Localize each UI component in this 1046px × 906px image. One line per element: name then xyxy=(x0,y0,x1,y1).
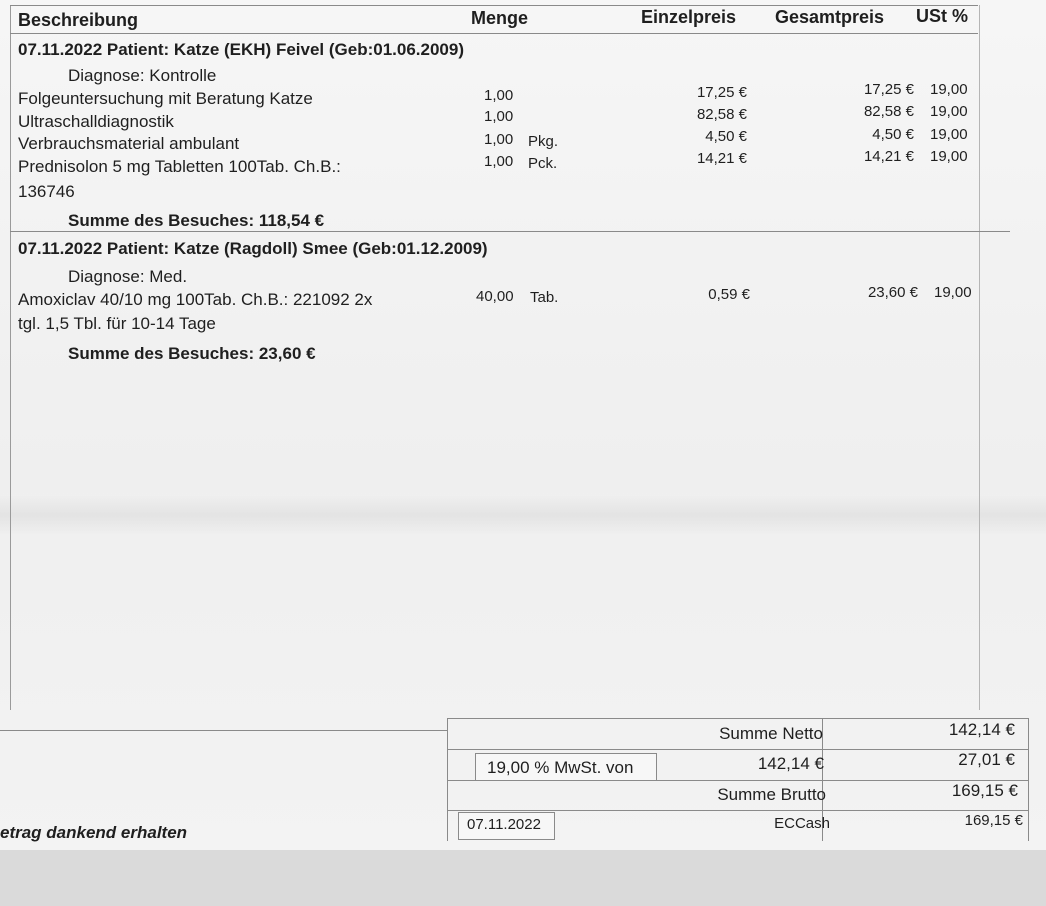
item-quantity: 1,00 xyxy=(484,108,514,125)
item-total-price: 23,60 € xyxy=(867,284,918,301)
item-unit-price: 14,21 € xyxy=(696,150,747,167)
item-ust: 19,00 xyxy=(930,81,968,98)
visit-sum: Summe des Besuches: 118,54 € xyxy=(68,211,325,230)
visit-diagnose: Diagnose: Kontrolle xyxy=(68,66,217,85)
item-quantity: 1,00 xyxy=(484,131,514,148)
visit-divider xyxy=(10,231,1010,232)
col-header-beschreibung: Beschreibung xyxy=(18,10,139,30)
mwst-label: 19,00 % MwSt. von xyxy=(487,758,634,777)
item-quantity: 40,00 xyxy=(476,288,514,305)
mwst-value: 27,01 € xyxy=(958,750,1015,769)
item-unit: Tab. xyxy=(530,289,559,306)
col-header-ust: USt % xyxy=(916,6,969,26)
background-surface xyxy=(0,850,1046,906)
payment-method-label: ECCash xyxy=(774,815,830,832)
item-description-cont: 136746 xyxy=(18,182,75,201)
item-ust: 19,00 xyxy=(934,284,972,301)
item-unit-price: 0,59 € xyxy=(708,286,750,303)
col-header-einzelpreis: Einzelpreis xyxy=(641,7,737,27)
visit-title: 07.11.2022 Patient: Katze (EKH) Feivel (Geb:01.06.2009) xyxy=(18,40,464,59)
item-description: Amoxiclav 40/10 mg 100Tab. Ch.B.: 221092 2x xyxy=(18,290,373,309)
mwst-base-value: 142,14 € xyxy=(757,754,824,773)
footer-left-border xyxy=(0,730,447,731)
item-quantity: 1,00 xyxy=(484,87,514,104)
item-ust: 19,00 xyxy=(930,103,968,120)
visit-sum: Summe des Besuches: 23,60 € xyxy=(68,344,316,363)
item-description: Verbrauchsmaterial ambulant xyxy=(18,134,240,153)
summe-brutto-value: 169,15 € xyxy=(951,781,1018,800)
col-header-menge: Menge xyxy=(471,8,529,28)
item-description: Ultraschalldiagnostik xyxy=(18,112,174,131)
item-unit-price: 17,25 € xyxy=(696,84,747,101)
table-top-border xyxy=(10,5,978,6)
item-unit: Pck. xyxy=(528,155,558,172)
payment-date: 07.11.2022 xyxy=(467,816,541,833)
item-unit-price: 4,50 € xyxy=(705,128,747,145)
received-note: etrag dankend erhalten xyxy=(0,823,188,842)
item-unit-price: 82,58 € xyxy=(696,106,747,123)
item-quantity: 1,00 xyxy=(484,153,514,170)
item-description: Prednisolon 5 mg Tabletten 100Tab. Ch.B.: xyxy=(18,157,341,176)
summe-netto-label: Summe Netto xyxy=(719,724,823,743)
item-ust: 19,00 xyxy=(930,126,968,143)
item-unit: Pkg. xyxy=(528,133,559,150)
visit-title: 07.11.2022 Patient: Katze (Ragdoll) Smee (Geb:01.12.2009) xyxy=(18,239,488,258)
item-ust: 19,00 xyxy=(930,148,968,165)
item-total-price: 14,21 € xyxy=(863,148,914,165)
visit-diagnose: Diagnose: Med. xyxy=(68,267,188,286)
summe-brutto-label: Summe Brutto xyxy=(717,785,826,804)
item-total-price: 17,25 € xyxy=(863,81,914,98)
col-header-gesamtpreis: Gesamtpreis xyxy=(775,7,885,27)
summe-netto-value: 142,14 € xyxy=(948,720,1015,739)
header-divider xyxy=(10,33,978,34)
payment-value: 169,15 € xyxy=(964,812,1023,829)
item-description: Folgeuntersuchung mit Beratung Katze xyxy=(18,89,313,108)
item-total-price: 82,58 € xyxy=(863,103,914,120)
item-total-price: 4,50 € xyxy=(872,126,914,143)
item-description-cont: tgl. 1,5 Tbl. für 10-14 Tage xyxy=(18,314,216,333)
